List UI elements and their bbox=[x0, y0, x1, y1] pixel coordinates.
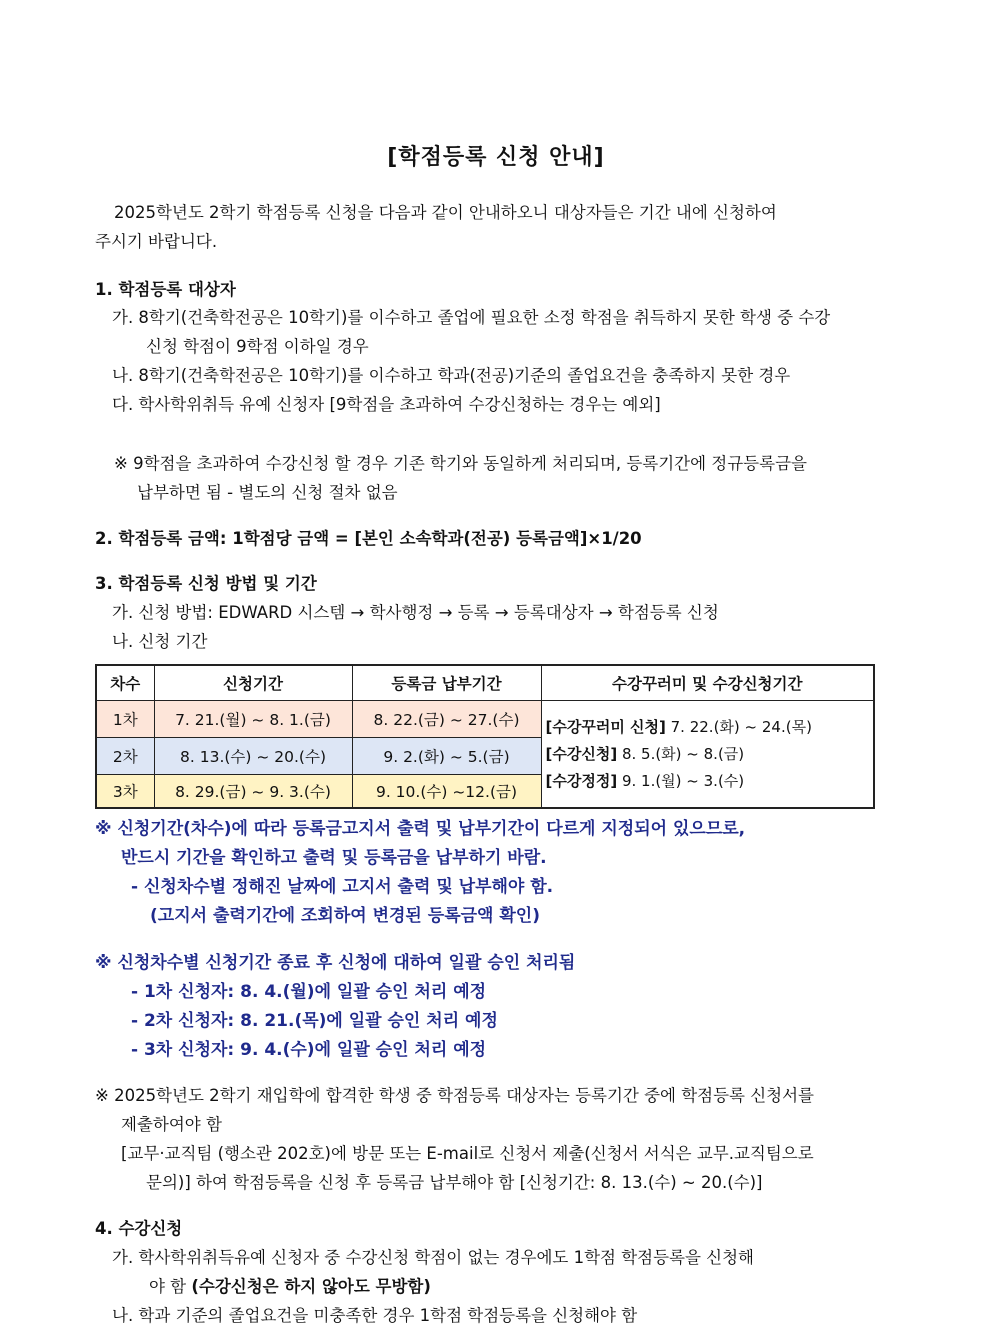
notice-1-line-3: - 신청차수별 정해진 날짜에 고지서 출력 및 납부해야 함. bbox=[131, 877, 554, 897]
payment-period-cell: 9. 10.(수) ~12.(금) bbox=[352, 775, 541, 809]
section-4-heading: 4. 수강신청 bbox=[95, 1219, 183, 1238]
payment-period-cell: 9. 2.(화) ~ 5.(금) bbox=[352, 738, 541, 775]
table-row bbox=[96, 701, 874, 738]
note-value: 9. 1.(월) ~ 3.(수) bbox=[617, 771, 745, 790]
notice-1-line-2: 반드시 기간을 확인하고 출력 및 등록금을 납부하기 바람. bbox=[121, 848, 547, 868]
notice-1-line-4: (고지서 출력기간에 조회하여 변경된 등록금액 확인) bbox=[150, 906, 540, 926]
round-cell: 1차 bbox=[96, 701, 154, 738]
header-round: 차수 bbox=[96, 665, 154, 701]
notice-3-line-2: 제출하여야 함 bbox=[121, 1115, 222, 1134]
notice-2-line-1: ※ 신청차수별 신청기간 종료 후 신청에 대하여 일괄 승인 처리됨 bbox=[95, 953, 576, 973]
section-4-item-a-line-2 bbox=[149, 1276, 431, 1298]
section-1-item-a-line-1: 가. 8학기(건축학전공은 10학기)를 이수하고 졸업에 필요한 소정 학점을 취득하지 못한 학생 중 수강 bbox=[112, 308, 831, 327]
payment-period-cell: 8. 22.(금) ~ 27.(수) bbox=[352, 701, 541, 738]
note-value: 7. 22.(화) ~ 24.(목) bbox=[665, 717, 812, 736]
section-1-item-b: 나. 8학기(건축학전공은 10학기)를 이수하고 학과(전공)기준의 졸업요건을 충족하지 못한 경우 bbox=[112, 366, 791, 385]
section-1-heading: 1. 학점등록 대상자 bbox=[95, 280, 236, 299]
notice-2-line-2: - 1차 신청자: 8. 4.(월)에 일괄 승인 처리 예정 bbox=[131, 982, 487, 1002]
section-1-item-a-line-2: 신청 학점이 9학점 이하일 경우 bbox=[146, 337, 369, 356]
section-1-note-line-1: ※ 9학점을 초과하여 수강신청 할 경우 기존 학기와 동일하게 처리되며, 등록기간에 정규등록금을 bbox=[114, 454, 807, 473]
table-header-row bbox=[96, 665, 874, 701]
note-label: [수강꾸러미 신청] bbox=[545, 717, 666, 736]
section-3-item-a: 가. 신청 방법: EDWARD 시스템 → 학사행정 → 등록 → 등록대상자 → 학점등록 신청 bbox=[112, 603, 719, 622]
header-payment-period: 등록금 납부기간 bbox=[352, 665, 541, 701]
item-a-text: 야 함 bbox=[149, 1277, 192, 1296]
note-line bbox=[546, 741, 870, 768]
course-registration-cell bbox=[541, 701, 874, 809]
notice-3-line-4: 문의)] 하여 학점등록을 신청 후 등록금 납부해야 함 [신청기간: 8. 13.(수) ~ 20.(수)] bbox=[146, 1173, 763, 1192]
header-apply-period: 신청기간 bbox=[154, 665, 352, 701]
note-label: [수강신청] bbox=[545, 744, 618, 763]
note-label: [수강정정] bbox=[545, 771, 618, 790]
notice-2-line-4: - 3차 신청자: 9. 4.(수)에 일괄 승인 처리 예정 bbox=[131, 1040, 487, 1060]
section-1-item-c: 다. 학사학위취득 유예 신청자 [9학점을 초과하여 수강신청하는 경우는 예외] bbox=[112, 395, 661, 414]
apply-period-cell: 8. 13.(수) ~ 20.(수) bbox=[154, 738, 352, 775]
note-line bbox=[546, 714, 870, 741]
item-a-bold-note: (수강신청은 하지 않아도 무방함) bbox=[191, 1277, 431, 1296]
apply-period-cell: 7. 21.(월) ~ 8. 1.(금) bbox=[154, 701, 352, 738]
header-course-registration-period: 수강꾸러미 및 수강신청기간 bbox=[541, 665, 874, 701]
page-title: [학점등록 신청 안내] bbox=[387, 145, 605, 170]
note-value: 8. 5.(화) ~ 8.(금) bbox=[617, 744, 745, 763]
notice-2-line-3: - 2차 신청자: 8. 21.(목)에 일괄 승인 처리 예정 bbox=[131, 1011, 498, 1031]
intro-line-1: 2025학년도 2학기 학점등록 신청을 다음과 같이 안내하오니 대상자들은 기간 내에 신청하여 bbox=[114, 203, 777, 222]
notice-1-line-1: ※ 신청기간(차수)에 따라 등록금고지서 출력 및 납부기간이 다르게 지정되어 있으므로, bbox=[95, 819, 746, 839]
apply-period-cell: 8. 29.(금) ~ 9. 3.(수) bbox=[154, 775, 352, 809]
note-line bbox=[546, 768, 870, 795]
section-3-item-b: 나. 신청 기간 bbox=[112, 632, 208, 651]
intro-line-2: 주시기 바랍니다. bbox=[95, 232, 218, 251]
notice-3-line-1: ※ 2025학년도 2학기 재입학에 합격한 학생 중 학점등록 대상자는 등록기간 중에 학점등록 신청서를 bbox=[95, 1086, 814, 1105]
section-4-item-a-line-1: 가. 학사학위취득유예 신청자 중 수강신청 학점이 없는 경우에도 1학점 학점등록을 신청해 bbox=[112, 1248, 754, 1267]
round-cell: 3차 bbox=[96, 775, 154, 809]
section-3-heading: 3. 학점등록 신청 방법 및 기간 bbox=[95, 574, 317, 593]
section-4-item-b: 나. 학과 기준의 졸업요건을 미충족한 경우 1학점 학점등록을 신청해야 함 bbox=[112, 1306, 638, 1325]
round-cell: 2차 bbox=[96, 738, 154, 775]
period-table bbox=[95, 664, 875, 809]
section-2-heading: 2. 학점등록 금액: 1학점당 금액 = [본인 소속학과(전공) 등록금액]×1/20 bbox=[95, 529, 642, 548]
section-1-note-line-2: 납부하면 됨 - 별도의 신청 절차 없음 bbox=[137, 483, 398, 502]
notice-3-line-3: [교무·교직팀 (행소관 202호)에 방문 또는 E-mail로 신청서 제출(신청서 서식은 교무.교직팀으로 bbox=[121, 1144, 814, 1163]
